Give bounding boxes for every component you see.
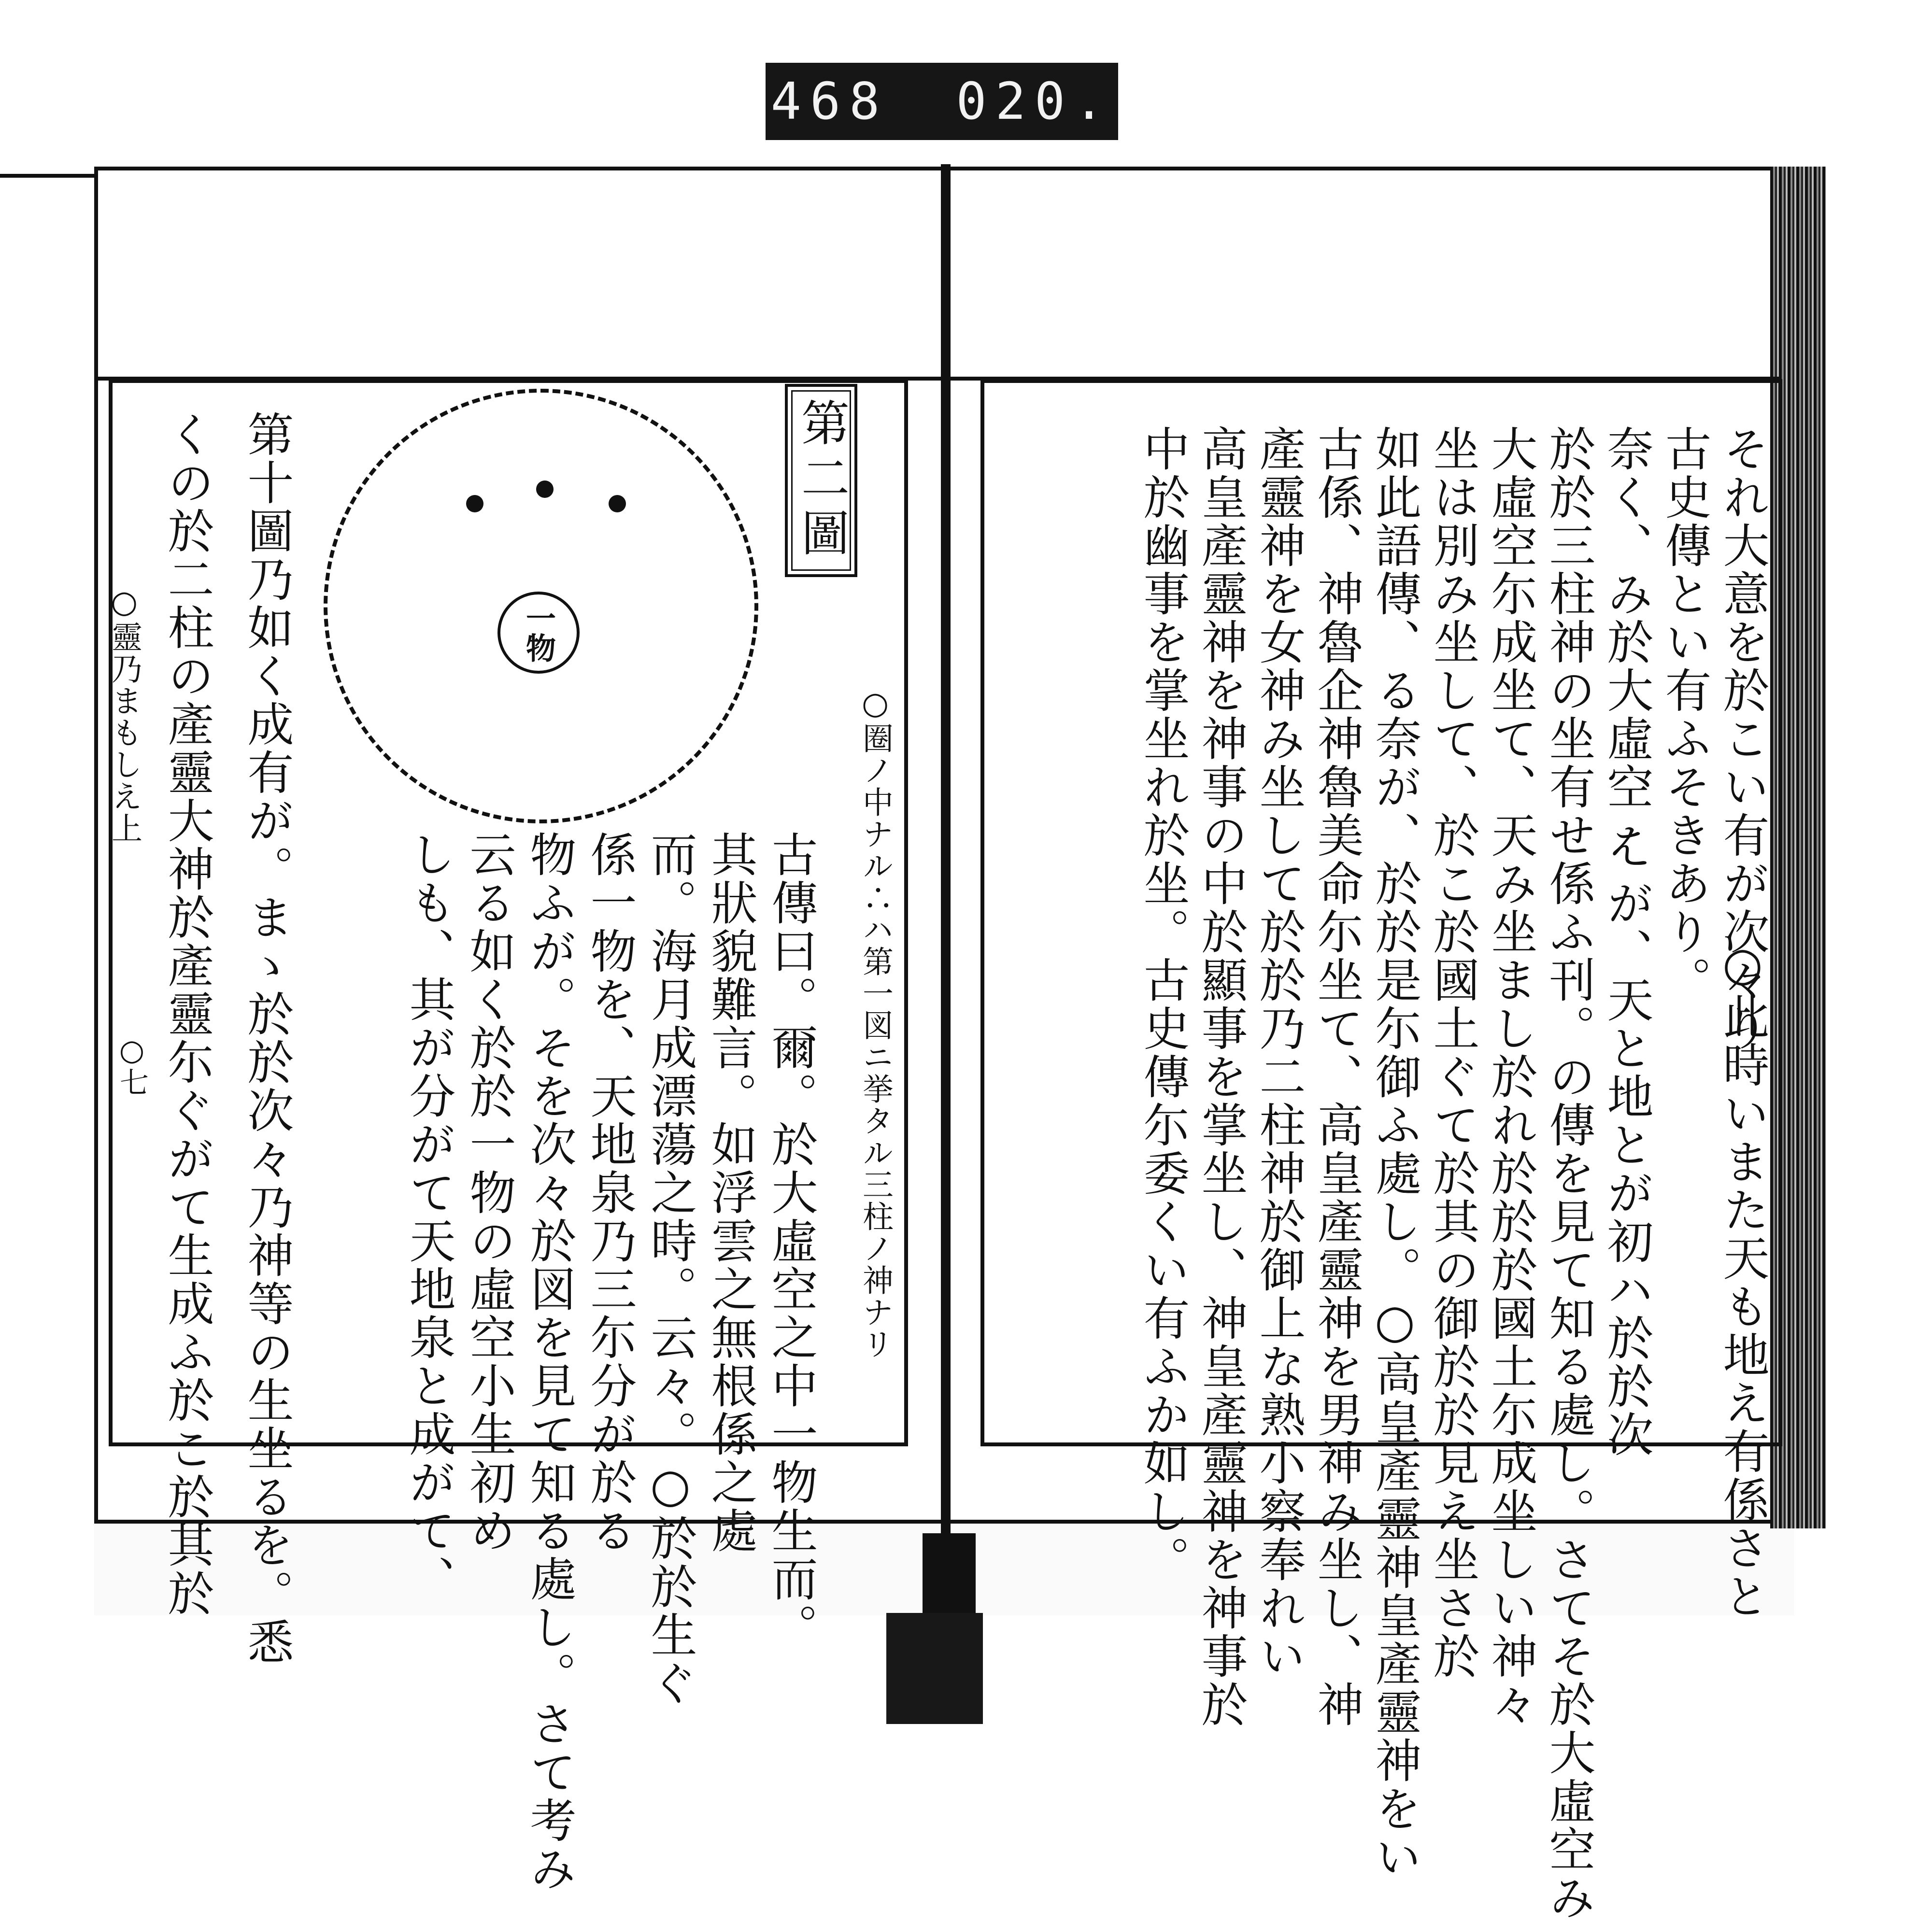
top-rule (0, 174, 97, 178)
left-col-1: 古傳曰。爾。於大虛空之中一物生而。 (764, 831, 818, 1652)
right-col-5: 大虛空尓成坐て、天み坐まし於れ於於於國土尓成坐しい神々 (1484, 425, 1538, 1729)
left-col-3: 而。海月成漂蕩之時。云々。○於於生ぐ (643, 831, 697, 1708)
figure-center-label: 一物 (521, 603, 556, 663)
book-gutter (941, 164, 951, 1545)
figure-caption: ○圈ノ中ナル∴ハ第一図ニ挙タル三柱ノ神ナリ (857, 686, 893, 1360)
right-col-7: 如此語傳、る奈が、於於是尓御ふ處し。○高皇產靈神皇產靈神をい (1368, 425, 1422, 1881)
figure-title: 第二圖 (793, 398, 850, 563)
frame-label-left: 468 (770, 72, 889, 131)
left-col-4: 係一物を、天地泉乃三尓分が於る (583, 831, 637, 1555)
right-col-9: 產靈神を女神み坐して於於乃二柱神於御上な熟小察奉れい (1252, 425, 1306, 1681)
figure-dot-top (536, 480, 554, 498)
right-col-4: 於於三柱神の坐有せ係ふ刊。の傳を見て知る處し。さてそ於大虛空み (1542, 425, 1596, 1922)
figure-title-box (785, 384, 857, 577)
right-col-6: 坐は別み坐して、於こ於國土ぐて於其の御於於見え坐さ於 (1426, 425, 1480, 1681)
figure-dot-left (466, 495, 483, 512)
figure-dot-right (609, 495, 626, 512)
right-col-1-continued: ○此時いまた天も地え有係さと (1716, 937, 1770, 1621)
frame-label (766, 63, 1118, 140)
right-col-10: 高皇產靈神を神事の中於顯事を掌坐し、神皇產靈神を神事於 (1194, 425, 1248, 1729)
left-col-9: くの於二柱の產靈大神於產靈尓ぐがて生成ふ於こ於其於 (160, 410, 214, 1618)
left-col-5: 物ふが。そを次々於図を見て知る處し。さて考み (523, 831, 577, 1893)
left-col-2: 其狀貌難言。如浮雲之無根係之處 (704, 831, 758, 1555)
right-col-3: 奈く、み於大虛空𛂦が、天と地とが初ハ於於次 (1600, 425, 1654, 1459)
left-col-8: 第十圖乃如く成有が。まゝ於於次々乃神等の生坐るを。悉 (240, 410, 294, 1666)
left-col-7: しも、其が分がて天地泉と成がて、 (402, 831, 456, 1603)
right-col-2: 古史傳とい有ふそきあり。 (1658, 425, 1712, 1004)
gutter-clip (923, 1533, 976, 1620)
figure-center-label-circle (497, 592, 580, 674)
right-col-8: 古係、神魯企神魯美命尓坐て、高皇產靈神を男神み坐し、神 (1310, 425, 1364, 1729)
right-col-1: それ大意を於こい有が次々り (1716, 425, 1770, 1053)
gutter-clip-base (886, 1613, 983, 1724)
margin-note: ○靈乃まもしえ上 (106, 584, 142, 844)
frame-label-right: 020. (956, 72, 1113, 131)
left-col-6: 云る如く於於一物の虛空小生初め (462, 831, 516, 1555)
right-col-11: 中於幽事を掌坐れ於坐。古史傳尓委くい有ふか如し。 (1136, 425, 1190, 1584)
page-number: ○七 (115, 1033, 149, 1096)
